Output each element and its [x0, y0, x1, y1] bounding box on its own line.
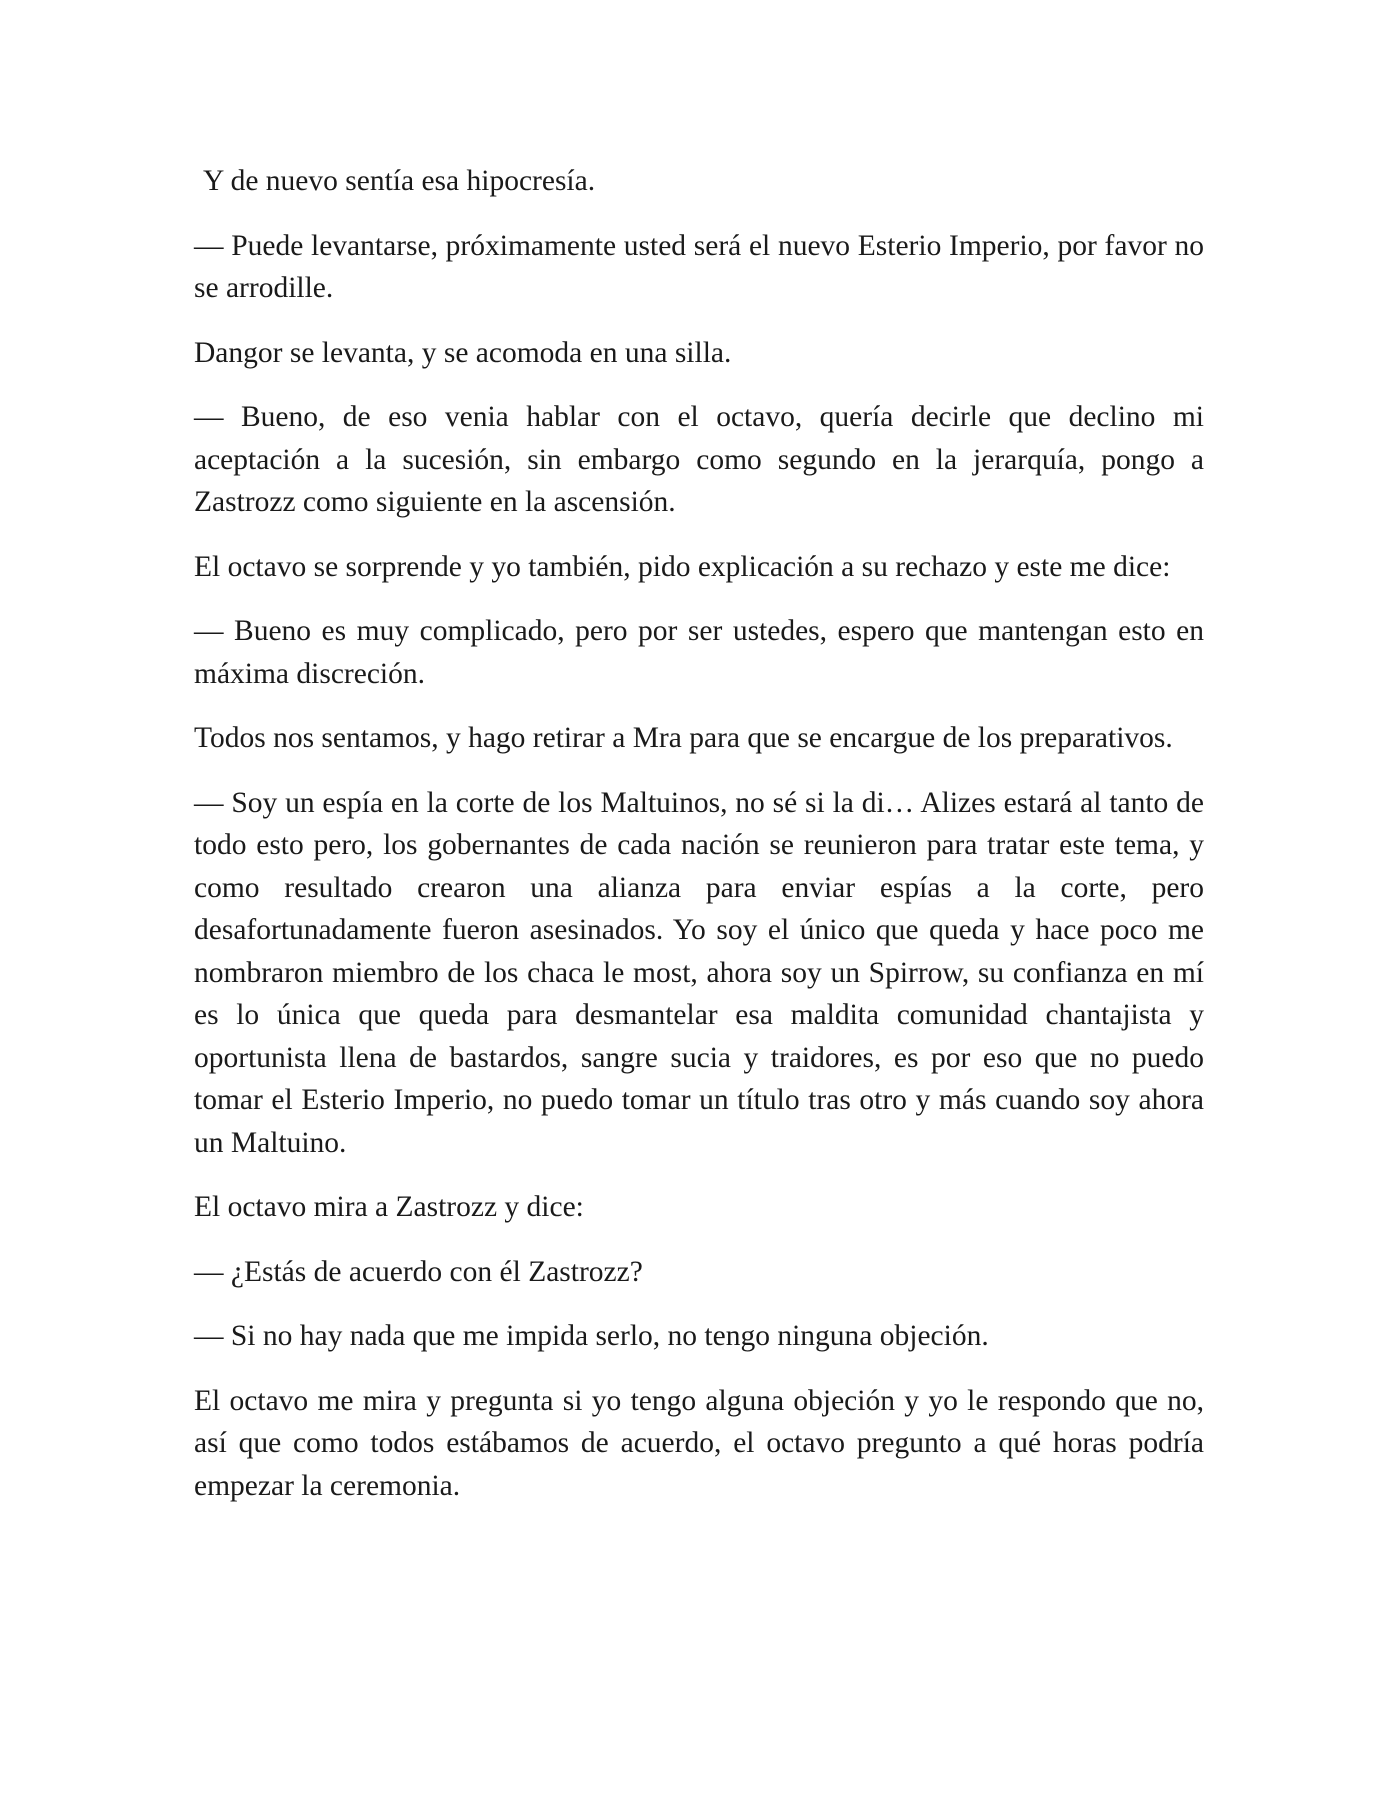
paragraph: — Si no hay nada que me impida serlo, no tengo ninguna objeción. — [194, 1320, 989, 1352]
paragraph: Todos nos sentamos, y hago retirar a Mra para que se encargue de los preparativos. — [194, 722, 1173, 754]
paragraph: — Puede levantarse, próximamente usted será el nuevo Esterio Imperio, por favor no se arrodille. — [194, 229, 1204, 304]
paragraph: El octavo se sorprende y yo también, pido explicación a su rechazo y este me dice: — [194, 550, 1171, 583]
paragraph: — ¿Estás de acuerdo con él Zastrozz? — [194, 1255, 643, 1288]
paragraph: El octavo me mira y pregunta si yo tengo alguna objeción y yo le respondo que no, así que como todos estábamos de acuerdo, el octavo pregunto a qué horas podría empezar la ceremonia. — [194, 1384, 1204, 1502]
paragraph: El octavo mira a Zastrozz y dice: — [194, 1191, 584, 1223]
body-text — [194, 160, 1204, 1529]
paragraph: Dangor se levanta, y se acomoda en una silla. — [194, 336, 732, 369]
paragraph: — Bueno, de eso venia hablar con el octavo, quería decirle que declino mi aceptación a la sucesión, sin embargo como segundo en la jerarquía, pongo a Zastrozz como siguiente en la ascensión. — [194, 401, 1204, 518]
paragraph: — Bueno es muy complicado, pero por ser ustedes, espero que mantengan esto en máxima discreción. — [194, 615, 1204, 690]
paragraph: Y de nuevo sentía esa hipocresía. — [203, 165, 596, 197]
paragraph: — Soy un espía en la corte de los Maltuinos, no sé si la di… Alizes estará al tanto de todo esto pero, los gobernantes de cada nación se reunieron para tratar este tema, y como resultado crearon una alianza para enviar espías a la corte, pero desafortunadamente fueron asesinados. Yo soy el único que queda y hace poco me nombraron miembro de los chaca le most, ahora soy un Spirrow, su confianza en mí es lo única que queda para desmantelar esa maldita comunidad chantajista y oportunista llena de bastardos, sangre sucia y traidores, es por eso que no puedo tomar el Esterio Imperio, no puedo tomar un título tras otro y más cuando soy ahora un Maltuino. — [194, 786, 1204, 1159]
